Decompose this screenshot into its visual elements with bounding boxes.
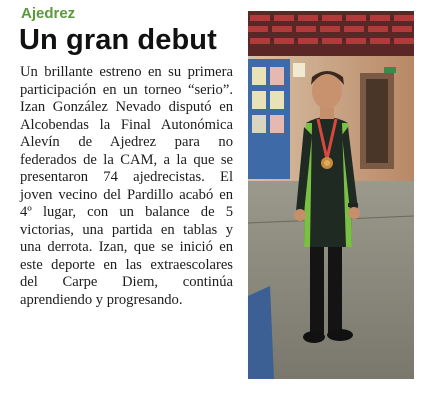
article-headline: Un gran debut [19,24,217,56]
section-label: Ajedrez [21,5,76,22]
article-body: Un brillante estreno en su primera participación en un torneo “serio”. Izan González Nevado disputó en Alcobendas la Final Autonómica Alevín de Ajedrez para no federados de la CAM, a la que se presentaron 74 ajedrecistas. El joven vecino del Pardillo acabó en 4º lugar, con un balance de 5 victorias, una partida en tablas y una derrota. Izan, que se inició en este deporte en las extraescolares del Carpe Diem, continúa aprendiendo y progresando. [20,64,233,308]
chess-player-photo [248,11,414,379]
